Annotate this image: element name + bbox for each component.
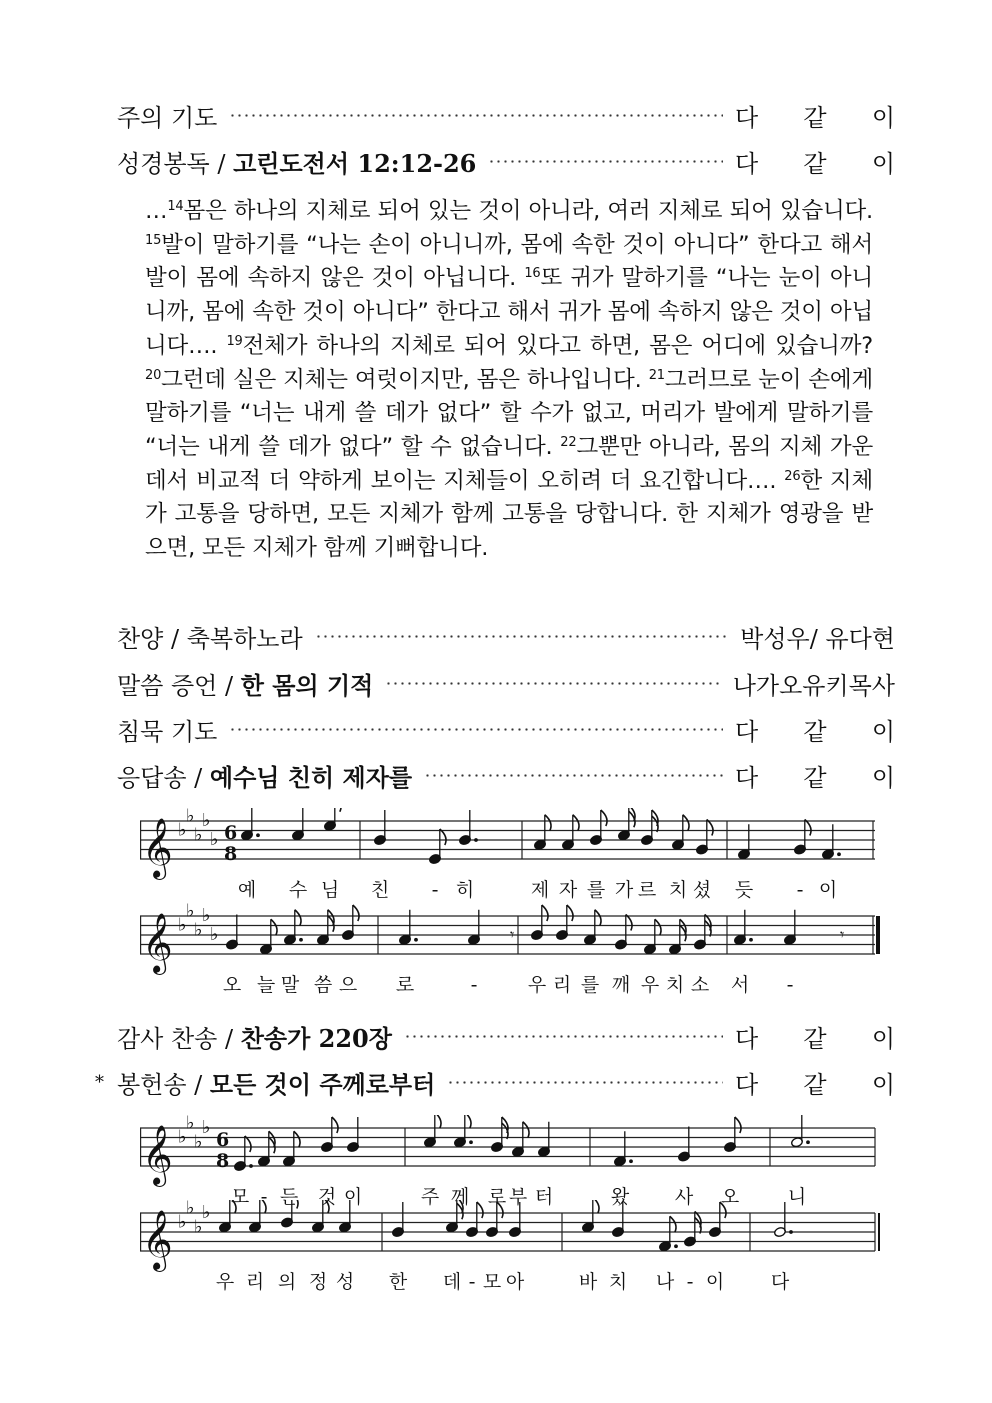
order-row-hymn — [117, 616, 895, 656]
leader-dots — [385, 682, 720, 685]
order-row-sermon — [117, 663, 895, 703]
lyric-syllable: 아 — [505, 1271, 525, 1293]
row-title: 고린도전서 12:12-26 — [233, 148, 477, 178]
treble-clef: 𝄞 — [142, 1210, 173, 1270]
lyric-syllable: 서 — [730, 974, 750, 996]
verse-number: 16 — [524, 266, 541, 282]
leader-dots — [424, 774, 723, 777]
flat-sign: ♭ — [202, 1202, 211, 1223]
verse-number: 15 — [145, 232, 162, 248]
row-leader: 다 같 이 — [735, 717, 895, 746]
leader-dots — [404, 1035, 723, 1038]
note-flag — [292, 1200, 298, 1209]
lyric-syllable: 씀 — [313, 974, 333, 996]
verse-number: 19 — [226, 333, 243, 349]
note-flag — [805, 820, 811, 836]
row-leader: 다 같 이 — [735, 103, 895, 132]
lyric-syllable: 주 — [420, 1186, 440, 1208]
verse-number: 22 — [560, 434, 577, 450]
time-signature-top: 6 — [224, 822, 238, 844]
flat-sign: ♭ — [202, 905, 211, 926]
lyric-syllable: 으 — [338, 974, 358, 996]
note-flag — [435, 1115, 441, 1128]
row-leader: 다 같 이 — [735, 149, 895, 178]
flat-sign: ♭ — [194, 919, 203, 941]
eighth-rest: 𝄾 — [840, 925, 845, 944]
lyric-syllable: 친 — [370, 879, 390, 901]
time-signature-bottom: 8 — [224, 843, 238, 865]
lyric-syllable: 부 — [508, 1186, 528, 1208]
row-leader: 다 같 이 — [735, 1024, 895, 1053]
flat-sign: ♭ — [178, 914, 187, 936]
flat-sign: ♭ — [194, 1216, 203, 1238]
lyric-syllable: - — [786, 974, 794, 996]
lyric-syllable: 오 — [720, 1186, 740, 1208]
lyric-syllable: 우 — [215, 1271, 235, 1293]
verse-text: 몸은 하나의 지체로 되어 있는 것이 아니라, 여러 지체로 되어 있습니다. — [183, 198, 873, 224]
music-staff-response-1 — [140, 808, 880, 908]
row-title: 예수님 친히 제자를 — [209, 762, 413, 792]
lyric-syllable: - — [260, 1186, 268, 1208]
note-dot — [474, 838, 478, 842]
lyric-syllable: 리 — [552, 974, 572, 996]
note-flag — [523, 1122, 529, 1138]
order-row-lords-prayer — [117, 95, 895, 135]
lyric-syllable: 님 — [320, 879, 340, 901]
verse-number: 20 — [145, 367, 162, 383]
note-flag — [542, 905, 548, 921]
lyric-syllable: 바 — [578, 1271, 598, 1293]
flat-sign: ♭ — [202, 1117, 211, 1138]
lyric-syllable: 말 — [280, 974, 300, 996]
lyric-syllable: 듯 — [734, 879, 754, 901]
note-flag — [335, 808, 341, 812]
music-staff-offering-2 — [140, 1200, 880, 1300]
verse-text: 전체가 하나의 지체로 되어 있다고 하면, 몸은 어디에 있습니까? — [242, 332, 873, 359]
lyric-syllable: 이 — [705, 1271, 725, 1293]
lyric-syllable: 이 — [343, 1186, 363, 1208]
final-barline — [878, 1213, 880, 1251]
row-label: 응답송 / 예수님 친히 제자를 — [117, 762, 413, 792]
eighth-rest: 𝄾 — [510, 925, 515, 944]
note-dot — [674, 1244, 678, 1248]
flat-sign: ♭ — [186, 1200, 195, 1219]
lyric-syllable: 한 — [388, 1271, 408, 1293]
note-flag — [735, 1117, 741, 1133]
note-flag — [683, 815, 689, 831]
row-leader: 나가오유키목사 — [732, 671, 895, 700]
note-flag — [593, 1200, 599, 1213]
verse-text: 그러므로 눈이 손에게 말하기를 “너는 내게 쓸 데가 없다” 할 수가 없고, 머리가 발에게 말하기를 “너는 내게 쓸 데가 없다” 할 수 없습니다. — [145, 366, 873, 460]
flat-sign: ♭ — [178, 819, 187, 841]
verse-number: 14 — [167, 199, 184, 214]
lyric-syllable: 데 — [442, 1271, 462, 1293]
final-barline — [876, 916, 880, 954]
leader-dots — [488, 160, 723, 163]
flat-sign: ♭ — [186, 1115, 195, 1134]
note-flag — [626, 915, 632, 931]
lyric-syllable: 르 — [637, 879, 657, 901]
lyric-syllable: - — [470, 974, 478, 996]
leader-dots — [447, 1081, 723, 1084]
note-flag — [545, 815, 551, 831]
lyric-syllable: 모 — [230, 1186, 250, 1208]
lyric-syllable: 제 — [530, 879, 550, 901]
lyric-syllable: 소 — [690, 974, 710, 996]
flat-sign: ♭ — [186, 903, 195, 922]
verse-text: … — [145, 198, 168, 224]
note-dot — [414, 938, 418, 942]
lyric-syllable: 치 — [668, 879, 688, 901]
note-flag — [601, 810, 607, 826]
row-leader: 다 같 이 — [735, 1070, 895, 1099]
lyric-syllable: 를 — [580, 974, 600, 996]
row-label: 말씀 증언 / 한 몸의 기적 — [117, 671, 374, 700]
lyric-syllable: 든 — [279, 1186, 299, 1208]
verse-text: 한 지체가 고통을 당하면, 모든 지체가 함께 고통을 당합니다. 한 지체가 영광을 받으면, 모든 지체가 함께 기뻐합니다. — [145, 467, 874, 562]
leader-dots — [229, 728, 723, 731]
note-flag — [670, 1216, 676, 1232]
row-label: 주의 기도 — [117, 103, 218, 132]
note-flag — [567, 905, 573, 921]
note-flag — [271, 919, 277, 935]
note-dot — [629, 1159, 633, 1163]
note-flag — [260, 1200, 266, 1213]
verse-text: 발이 말하기를 “나는 손이 아니니까, 몸에 속한 것이 아니다” 한다고 해서 발이 몸에 속하지 않은 것이 아닙니다. — [145, 231, 873, 292]
lyric-syllable: 깨 — [611, 974, 631, 996]
lyric-syllable: 의 — [277, 1271, 297, 1293]
lyric-syllable: 셨 — [692, 879, 712, 901]
order-row-offering — [95, 1062, 895, 1102]
lyric-syllable: 로 — [487, 1186, 507, 1208]
lyric-syllable: 우 — [640, 974, 660, 996]
lyric-syllable: 로 — [395, 974, 415, 996]
note-flag — [230, 1200, 236, 1213]
verse-text: 그뿐만 아니라, 몸의 지체 가운데서 비교적 더 약하게 보이는 지체들이 오히려 더 요긴합니다…. — [145, 433, 873, 494]
lyric-syllable: 늘 — [256, 974, 276, 996]
note-flag — [477, 1202, 483, 1218]
note-flag — [353, 905, 359, 921]
note-flag — [332, 1117, 338, 1133]
note-flag — [323, 1200, 329, 1213]
lyric-syllable: - — [431, 879, 439, 901]
flat-sign: ♭ — [210, 924, 219, 945]
lyric-syllable: - — [468, 1271, 476, 1293]
lyric-syllable: 성 — [335, 1271, 355, 1293]
treble-clef: 𝄞 — [142, 913, 173, 973]
music-staff-response-2 — [140, 903, 880, 1003]
lyric-syllable: 히 — [455, 879, 475, 901]
note-flag — [707, 820, 713, 836]
row-title: 모든 것이 주께로부터 — [209, 1070, 436, 1099]
lyric-syllable: 치 — [665, 974, 685, 996]
note-dot — [256, 833, 260, 837]
note-dot — [837, 852, 841, 856]
row-label: 찬양 / 축복하노라 — [117, 624, 303, 653]
flat-sign: ♭ — [178, 1126, 187, 1148]
lyric-syllable: 왔 — [610, 1186, 630, 1208]
note-dot — [806, 1140, 810, 1144]
row-label: 봉헌송 / 모든 것이 주께로부터 — [117, 1070, 436, 1099]
lyric-syllable: 가 — [614, 879, 634, 901]
lyric-syllable: - — [796, 879, 804, 901]
flat-sign: ♭ — [202, 810, 211, 831]
verse-text: 또 귀가 말하기를 “나는 눈이 아니니까, 몸에 속한 것이 아니다” 한다고 해서 귀가 몸에 속하지 않은 것이 아닙니다…. — [145, 265, 873, 359]
asterisk-marker: * — [95, 1071, 104, 1093]
flat-sign: ♭ — [194, 1131, 203, 1153]
leader-dots — [315, 635, 729, 638]
lyric-syllable: 예 — [237, 879, 257, 901]
note-dot — [789, 1230, 793, 1234]
note-flag — [573, 815, 579, 831]
note-flag — [655, 919, 661, 935]
note-flag — [440, 829, 446, 845]
lyric-syllable: 자 — [558, 879, 578, 901]
flat-sign: ♭ — [210, 829, 219, 850]
flat-sign: ♭ — [178, 1211, 187, 1233]
note-flag — [465, 1115, 471, 1128]
note-flag — [245, 1136, 251, 1152]
row-leader: 박성우/ 유다현 — [740, 624, 895, 653]
lyric-syllable: 사 — [674, 1186, 694, 1208]
lyric-syllable: 수 — [288, 879, 308, 901]
lyric-syllable: 치 — [608, 1271, 628, 1293]
row-leader: 다 같 이 — [735, 763, 895, 792]
lyric-syllable: - — [686, 1271, 694, 1293]
lyric-syllable: 모 — [482, 1271, 502, 1293]
leader-dots — [229, 114, 723, 117]
row-label: 감사 찬송 / 찬송가 220장 — [117, 1023, 392, 1053]
treble-clef: 𝄞 — [142, 818, 173, 878]
lyric-syllable: 우 — [527, 974, 547, 996]
note-flag — [497, 1202, 503, 1218]
lyric-syllable: 다 — [770, 1271, 790, 1293]
lyric-syllable: 를 — [586, 879, 606, 901]
lyric-syllable: 나 — [655, 1271, 675, 1293]
note-dot — [749, 938, 753, 942]
order-row-reading — [117, 141, 895, 181]
note-flag — [295, 910, 301, 926]
flat-sign: ♭ — [186, 808, 195, 827]
flat-sign: ♭ — [194, 824, 203, 846]
row-title: 한 몸의 기적 — [240, 671, 374, 700]
note-dot — [299, 938, 303, 942]
row-label: 성경봉독 / 고린도전서 12:12-26 — [117, 148, 477, 178]
order-row-silent-prayer — [117, 709, 895, 749]
note-flag — [720, 1202, 726, 1218]
lyric-syllable: 터 — [534, 1186, 554, 1208]
verse-number: 21 — [648, 367, 665, 383]
scripture-passage — [145, 195, 873, 566]
order-row-thanks-hymn — [117, 1016, 895, 1056]
time-signature-bottom: 8 — [216, 1150, 230, 1172]
lyric-syllable: 리 — [245, 1271, 265, 1293]
lyric-syllable: 니 — [787, 1186, 807, 1208]
lyric-syllable: 정 — [308, 1271, 328, 1293]
lyric-syllable: 오 — [222, 974, 242, 996]
lyric-syllable: 것 — [317, 1186, 337, 1208]
time-signature-top: 6 — [216, 1129, 230, 1151]
note-dot — [249, 1164, 253, 1168]
order-row-response — [117, 755, 895, 795]
note-flag — [294, 1131, 300, 1147]
row-label: 침묵 기도 — [117, 717, 218, 746]
lyric-syllable: 께 — [450, 1186, 470, 1208]
note-dot — [469, 1140, 473, 1144]
verse-text: 그런데 실은 지체는 여럿이지만, 몸은 하나입니다. — [161, 366, 649, 393]
verse-number: 26 — [784, 468, 801, 484]
note-flag — [595, 910, 601, 926]
row-title: 찬송가 220장 — [240, 1023, 392, 1053]
lyric-syllable: 이 — [818, 879, 838, 901]
treble-clef: 𝄞 — [142, 1125, 173, 1185]
